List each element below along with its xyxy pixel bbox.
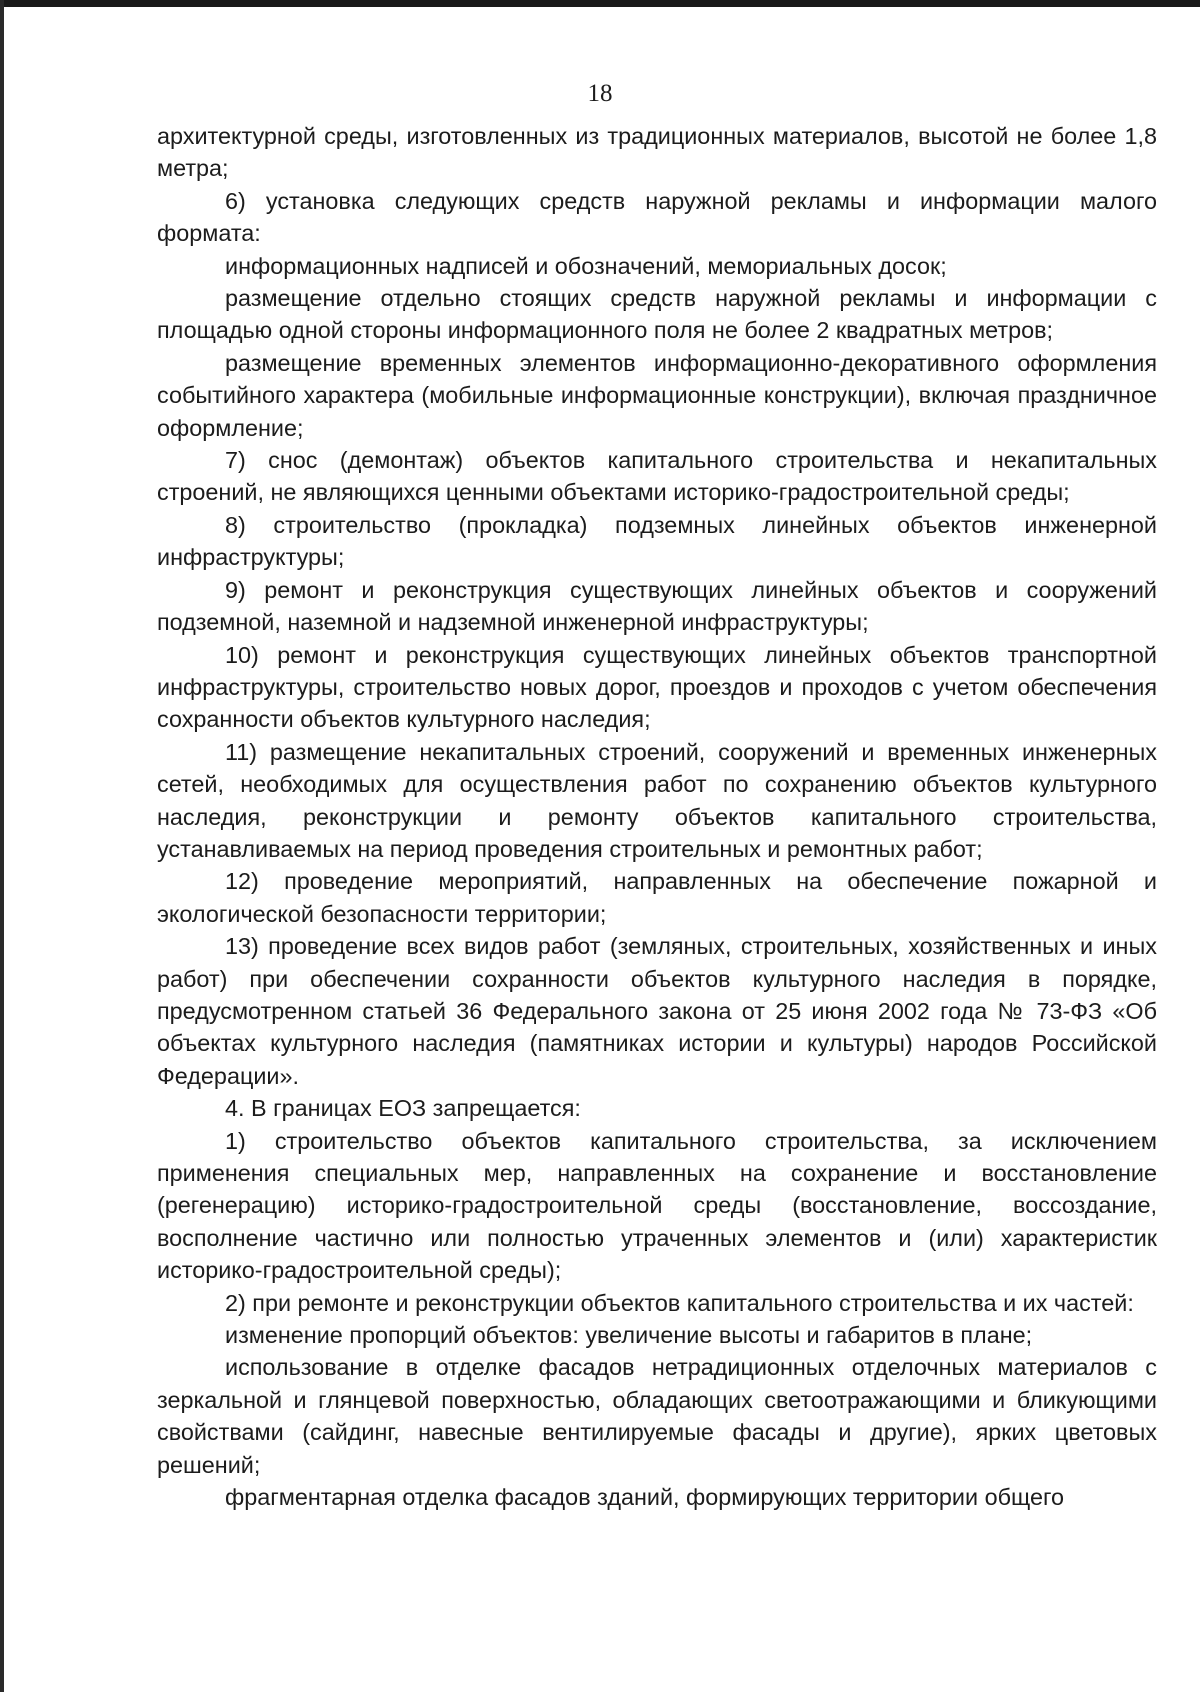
paragraph: размещение временных элементов информационно-декоративного оформления событийного характера (мобильные информационные конструкции), включая праздничное оформление; (157, 349, 1157, 441)
paragraph: 12) проведение мероприятий, направленных на обеспечение пожарной и экологической безопасности территории; (157, 868, 1157, 927)
paragraph: 11) размещение некапитальных строений, сооружений и временных инженерных сетей, необходимых для осуществления работ по сохранению объектов культурного наследия, реконструкции и ремонту объектов капитального строительства, устанавливаемых на период проведения строительных и ремонтных работ; (157, 738, 1157, 862)
scan-left-edge (0, 0, 4, 1692)
paragraph: фрагментарная отделка фасадов зданий, формирующих территории общего (225, 1484, 1064, 1511)
paragraph: изменение пропорций объектов: увеличение высоты и габаритов в плане; (225, 1322, 1033, 1349)
paragraph: 8) строительство (прокладка) подземных линейных объектов инженерной инфраструктуры; (157, 511, 1157, 571)
paragraph: 1) строительство объектов капитального строительства, за исключением применения специальных мер, направленных на сохранение и восстановление (регенерацию) историко-градостроительной среды (восстановление, воссоздание, восполнение частично или полностью утраченных элементов и (или) характеристик историко-градостроительной среды); (157, 1127, 1157, 1284)
paragraph: 10) ремонт и реконструкция существующих линейных объектов транспортной инфраструктуры, строительство новых дорог, проездов и проходов с учетом обеспечения сохранности объектов культурного наследия; (157, 641, 1157, 733)
scan-top-edge (0, 0, 1200, 7)
document-body (157, 120, 1157, 1513)
paragraph: 6) установка следующих средств наружной рекламы и информации малого формата: (157, 187, 1157, 247)
paragraph: размещение отдельно стоящих средств наружной рекламы и информации с площадью одной стороны информационного поля не более 2 квадратных метров; (157, 285, 1157, 344)
paragraph: 13) проведение всех видов работ (земляных, строительных, хозяйственных и иных работ) при обеспечении сохранности объектов культурного наследия в порядке, предусмотренном статьей 36 Федерального закона от 25 июня 2002 года № 73-ФЗ «Об объектах культурного наследия (памятниках истории и культуры) народов Российской Федерации». (157, 933, 1157, 1089)
paragraph: использование в отделке фасадов нетрадиционных отделочных материалов с зеркальной и глянцевой поверхностью, обладающих светоотражающими и бликующими свойствами (сайдинг, навесные вентилируемые фасады и другие), ярких цветовых решений; (157, 1354, 1157, 1478)
paragraph: 7) снос (демонтаж) объектов капитального строительства и некапитальных строений, не являющихся ценными объектами историко-градостроительной среды; (157, 447, 1157, 506)
paragraph: архитектурной среды, изготовленных из традиционных материалов, высотой не более 1,8 метра; (157, 123, 1157, 182)
paragraph: информационных надписей и обозначений, мемориальных досок; (225, 252, 947, 279)
section-heading: 4. В границах ЕОЗ запрещается: (225, 1095, 581, 1122)
page-number: 18 (587, 80, 613, 107)
paragraph: 9) ремонт и реконструкция существующих линейных объектов и сооружений подземной, наземной и надземной инженерной инфраструктуры; (157, 576, 1157, 636)
paragraph: 2) при ремонте и реконструкции объектов капитального строительства и их частей: (225, 1289, 1134, 1316)
